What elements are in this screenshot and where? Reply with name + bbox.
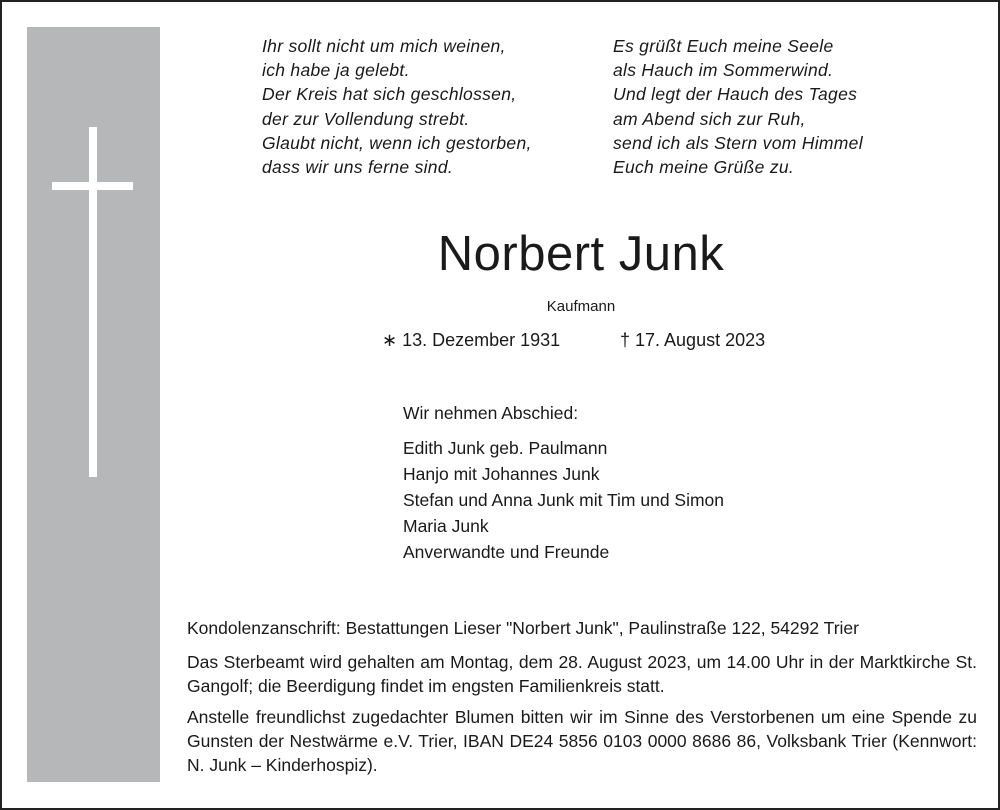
info-block — [187, 616, 977, 784]
poem-line: Und legt der Hauch des Tages — [613, 84, 858, 105]
cross-icon-bar — [52, 182, 133, 190]
donation-info: Anstelle freundlichst zugedachter Blumen bitten wir im Sinne des Verstorbenen um eine Spende zu Gunsten der Nestwärme e.V. Trier, IBAN DE24 5856 0103 0000 8686 86, Volksbank Trier (Kennwort: N. Junk – Kinderhospiz). — [187, 707, 977, 775]
side-bar — [27, 27, 160, 782]
poem-line: Glaubt nicht, wenn ich gestorben, — [262, 132, 532, 153]
family-member: Maria Junk — [403, 516, 489, 536]
poem-line: Der Kreis hat sich geschlossen, — [262, 84, 517, 105]
poem-line: Es grüßt Euch meine Seele — [613, 36, 834, 56]
poem-line: am Abend sich zur Ruh, — [613, 108, 806, 129]
profession: Kaufmann — [546, 298, 616, 315]
poem-line: send ich als Stern vom Himmel — [613, 132, 863, 153]
poem-line: ich habe ja gelebt. — [262, 60, 410, 81]
death-date: † 17. August 2023 — [620, 330, 766, 350]
service-info: Das Sterbeamt wird gehalten am Montag, dem 28. August 2023, um 14.00 Uhr in der Marktkirche St. Gangolf; die Beerdigung findet im engsten Familienkreis statt. — [187, 652, 977, 696]
poem-line: Ihr sollt nicht um mich weinen, — [262, 36, 506, 56]
condolence-address: Kondolenzanschrift: Bestattungen Lieser "Norbert Junk", Paulinstraße 122, 54292 Trier — [187, 618, 859, 638]
poem-left — [262, 34, 532, 179]
family-member: Anverwandte und Freunde — [403, 542, 610, 562]
family-list — [403, 400, 724, 565]
family-member: Hanjo mit Johannes Junk — [403, 464, 600, 484]
poem-line: Euch meine Grüße zu. — [613, 156, 795, 177]
deceased-name: Norbert Junk — [437, 227, 725, 281]
family-member: Stefan und Anna Junk mit Tim und Simon — [403, 490, 725, 510]
poem-right — [613, 34, 863, 179]
poem-line: als Hauch im Sommerwind. — [613, 60, 834, 81]
family-member: Edith Junk geb. Paulmann — [403, 438, 608, 458]
family-intro: Wir nehmen Abschied: — [403, 403, 579, 423]
poem-line: dass wir uns ferne sind. — [262, 156, 454, 177]
birth-date: ∗ 13. Dezember 1931 — [382, 330, 561, 350]
poem-line: der zur Vollendung strebt. — [262, 108, 470, 129]
